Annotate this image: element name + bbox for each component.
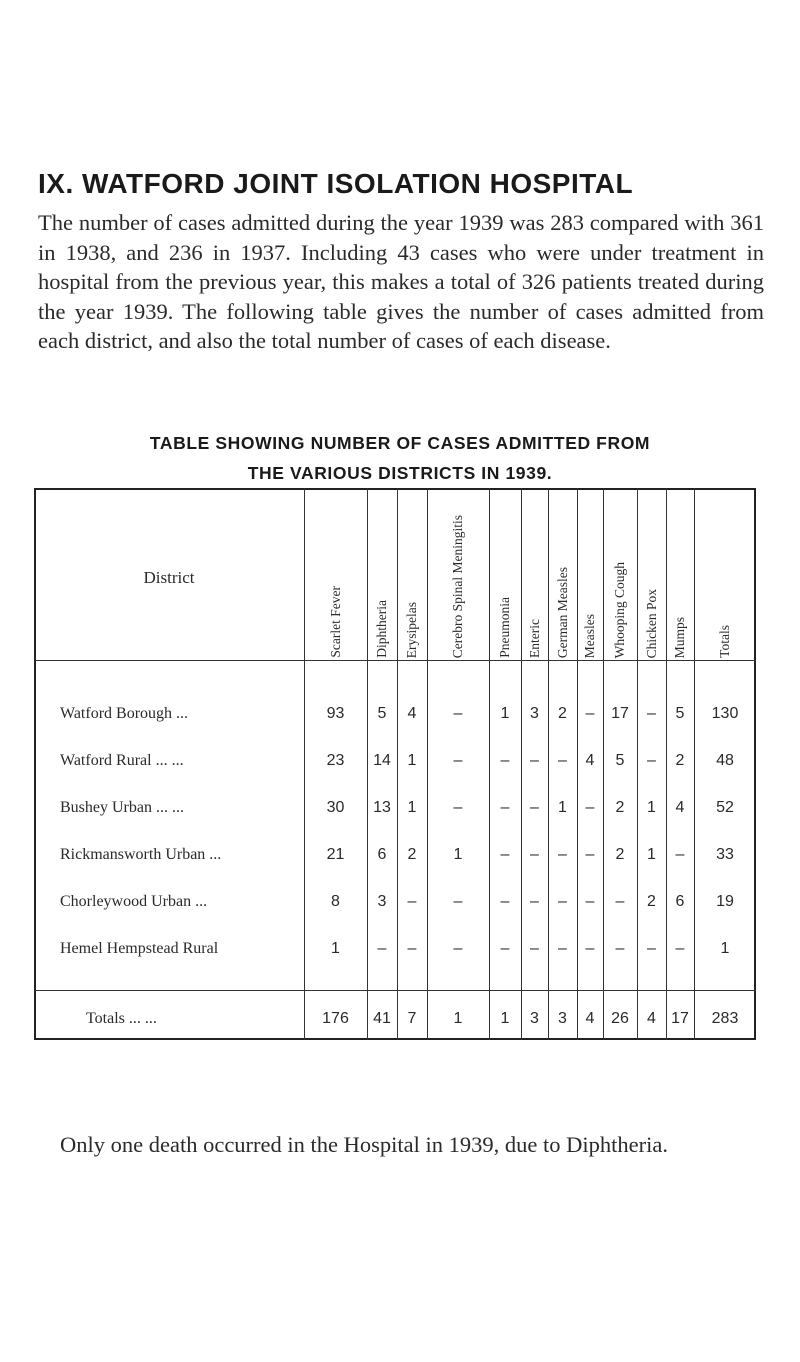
table-cell: 8: [331, 893, 340, 910]
table-cell: –: [500, 752, 510, 769]
table-cell: 1: [647, 846, 656, 863]
column-header-label: Chicken Pox: [643, 588, 659, 658]
table-cell: 93: [326, 705, 345, 722]
table-cell: –: [530, 846, 539, 863]
table-cell: –: [675, 846, 685, 863]
table-cell: 2: [407, 846, 417, 863]
column-header: [666, 502, 694, 658]
table-cell: 5: [377, 705, 387, 722]
table-cell: 5: [675, 705, 685, 722]
table-cell: 1: [407, 752, 417, 769]
admissions-table: [34, 488, 760, 1044]
table-cell: –: [615, 940, 625, 957]
table-cell: –: [585, 705, 595, 722]
intro-paragraph: The number of cases admitted during the year 1939 was 283 compared with 361 in 1938, and 236 in 1937. Including 43 cases who were under treatment in hospital from the previous year, this makes a total of 326 patients treated during the year 1939. The following table gives the number of cases admitted from each district, and also the total number of cases of each disease.: [38, 210, 764, 353]
table-cell: –: [647, 705, 656, 722]
column-header: [304, 502, 367, 658]
total-cell: 26: [611, 1010, 629, 1027]
table-cell: –: [453, 705, 463, 722]
table-title-line-1: TABLE SHOWING NUMBER OF CASES ADMITTED FROM: [149, 433, 651, 453]
table-cell: 13: [373, 799, 391, 816]
district-name: Watford Rural ... ...: [60, 752, 184, 769]
table-cell: –: [500, 799, 510, 816]
table-cell: –: [585, 799, 595, 816]
table-cell: 130: [711, 705, 739, 722]
column-header-label: Mumps: [672, 616, 687, 658]
district-name: Rickmansworth Urban ...: [60, 846, 222, 863]
district-name: Hemel Hempstead Rural: [60, 940, 219, 957]
table-cell: 6: [675, 893, 685, 910]
table-cell: 1: [453, 846, 463, 863]
row-divider: [34, 660, 756, 661]
table-cell: –: [407, 893, 417, 910]
table-cell: 3: [530, 705, 539, 722]
table-cell: –: [647, 940, 656, 957]
total-cell: 17: [671, 1010, 689, 1027]
column-header: [397, 502, 427, 658]
table-cell: –: [530, 940, 539, 957]
table-cell: 1: [720, 940, 730, 957]
table-cell: –: [453, 940, 463, 957]
column-header-label: Totals: [717, 625, 732, 658]
table-cell: –: [530, 893, 539, 910]
table-cell: 2: [558, 705, 567, 722]
table-cell: 5: [615, 752, 625, 769]
table-cell: 1: [407, 799, 417, 816]
table-cell: –: [530, 799, 539, 816]
column-header: [637, 502, 666, 658]
table-cell: 4: [585, 752, 595, 769]
district-name: Chorleywood Urban ...: [60, 893, 208, 910]
table-cell: –: [675, 940, 685, 957]
total-cell: 283: [711, 1010, 739, 1027]
column-header-label: Measles: [582, 613, 597, 658]
total-cell: 3: [530, 1010, 539, 1027]
table-cell: –: [558, 893, 567, 910]
table-cell: –: [558, 940, 567, 957]
page-title: IX. WATFORD JOINT ISOLATION HOSPITAL: [38, 168, 634, 199]
column-header-label: Pneumonia: [497, 597, 512, 658]
district-header: District: [143, 568, 195, 587]
table-cell: –: [453, 893, 463, 910]
table-title-line-2: THE VARIOUS DISTRICTS IN 1939.: [247, 463, 553, 483]
total-cell: 4: [647, 1010, 656, 1027]
table-cell: –: [530, 752, 539, 769]
totals-label: Totals ... ...: [86, 1010, 157, 1027]
table-cell: 14: [373, 752, 391, 769]
column-header: [603, 502, 637, 658]
table-cell: 19: [716, 893, 734, 910]
total-cell: 176: [322, 1010, 349, 1027]
table-cell: 1: [647, 799, 656, 816]
column-header-label: Scarlet Fever: [327, 586, 343, 658]
table-cell: 2: [615, 799, 625, 816]
table-cell: –: [615, 893, 625, 910]
table-cell: 17: [611, 705, 629, 722]
table-cell: –: [558, 752, 567, 769]
district-name: Watford Borough ...: [60, 705, 189, 722]
table-cell: –: [585, 846, 595, 863]
column-header: [489, 502, 521, 658]
column-header-label: Cerebro Spinal Meningitis: [450, 514, 465, 658]
table-cell: 1: [558, 799, 567, 816]
column-header: [577, 502, 603, 658]
footer-note: Only one death occurred in the Hospital in 1939, due to Diphtheria.: [60, 1132, 668, 1157]
column-header: [367, 502, 397, 658]
table-cell: 4: [675, 799, 685, 816]
table-cell: 23: [326, 752, 345, 769]
column-header: [548, 502, 577, 658]
table-cell: 33: [716, 846, 734, 863]
table-cell: 4: [407, 705, 417, 722]
table-cell: 30: [326, 799, 345, 816]
table-cell: –: [500, 893, 510, 910]
column-header-label: Whooping Cough: [612, 561, 627, 658]
table-cell: 2: [647, 893, 656, 910]
total-cell: 4: [585, 1010, 595, 1027]
table-cell: 21: [326, 846, 345, 863]
table-cell: 52: [716, 799, 734, 816]
table-cell: 1: [500, 705, 510, 722]
table-cell: –: [585, 893, 595, 910]
total-cell: 3: [558, 1010, 567, 1027]
table-cell: 48: [716, 752, 734, 769]
table-cell: 6: [377, 846, 387, 863]
table-cell: –: [500, 940, 510, 957]
table-cell: –: [585, 940, 595, 957]
column-header: [694, 502, 756, 658]
total-cell: 1: [453, 1010, 463, 1027]
table-cell: 2: [615, 846, 625, 863]
total-cell: 7: [407, 1010, 417, 1027]
district-name: Bushey Urban ... ...: [60, 799, 184, 816]
table-title: [40, 428, 760, 488]
table-cell: –: [453, 752, 463, 769]
column-header: [427, 502, 489, 658]
table-cell: –: [377, 940, 387, 957]
table-cell: –: [407, 940, 417, 957]
table-cell: –: [453, 799, 463, 816]
row-divider: [34, 990, 756, 991]
column-header-label: Diphtheria: [374, 600, 389, 658]
table-cell: 3: [377, 893, 387, 910]
total-cell: 41: [373, 1010, 391, 1027]
table-cell: 1: [331, 940, 340, 957]
column-header-label: Enteric: [526, 619, 542, 658]
table-cell: 2: [675, 752, 685, 769]
column-header-label: Erysipelas: [404, 601, 419, 658]
table-cell: –: [647, 752, 656, 769]
column-header: [521, 502, 548, 658]
column-header-label: German Measles: [554, 566, 570, 658]
total-cell: 1: [500, 1010, 510, 1027]
table-cell: –: [500, 846, 510, 863]
table-cell: –: [558, 846, 567, 863]
